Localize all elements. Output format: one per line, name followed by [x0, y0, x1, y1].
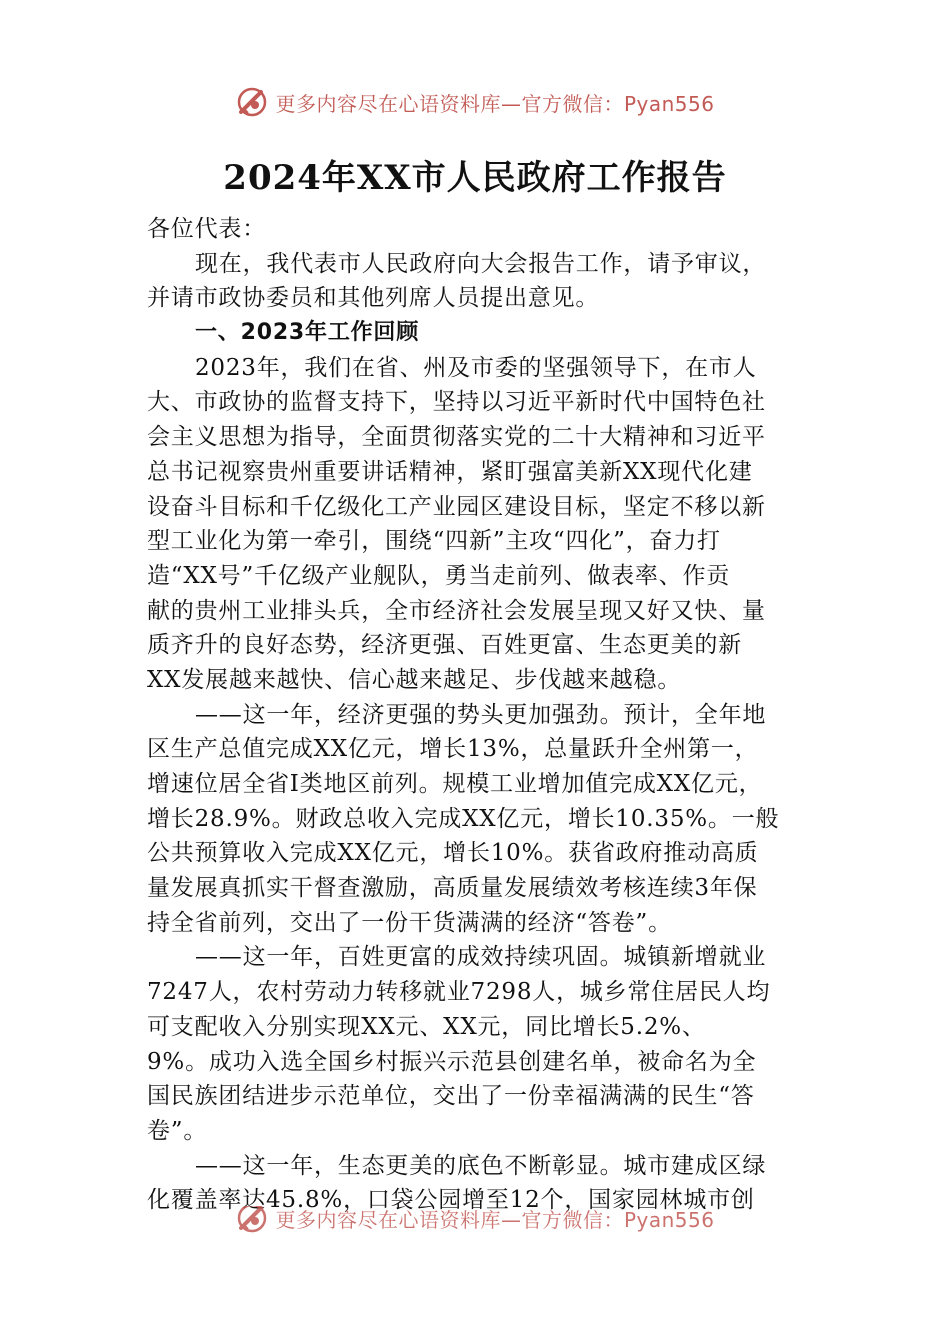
- document-body: [147, 212, 807, 1218]
- paragraph-line: 献的贵州工业排头兵，全市经济社会发展呈现又好又快、量: [147, 597, 766, 624]
- paragraph-line: 现在，我代表市人民政府向大会报告工作，请予审议，: [195, 250, 767, 277]
- paragraph-line: 2023年，我们在省、州及市委的坚强领导下，在市人: [195, 354, 757, 381]
- paragraph-line: 区生产总值完成XX亿元，增长13%，总量跃升全州第一，: [147, 736, 759, 763]
- paragraph-line: 卷”。: [147, 1117, 208, 1144]
- paragraph-line: 7247人，农村劳动力转移就业7298人，城乡常住居民人均: [147, 979, 771, 1006]
- paragraph-line: 量发展真抓实干督查激励，高质量发展绩效考核连续3年保: [147, 875, 758, 902]
- paragraph-line: 大、市政协的监督支持下，坚持以习近平新时代中国特色社: [147, 389, 766, 416]
- watermark-text: 更多内容尽在心语资料库—官方微信：Pyan556: [275, 1207, 715, 1232]
- paragraph-line: ——这一年，经济更强的势头更加强劲。预计，全年地: [195, 701, 767, 728]
- paragraph-line: 并请市政协委员和其他列席人员提出意见。: [147, 285, 600, 312]
- paragraph-line: ——这一年，生态更美的底色不断彰显。城市建成区绿: [195, 1152, 767, 1179]
- paragraph-line: 9%。成功入选全国乡村振兴示范县创建名单，被命名为全: [147, 1048, 757, 1075]
- document-title: 2024年XX市人民政府工作报告: [223, 158, 727, 198]
- paragraph-line: 公共预算收入完成XX亿元，增长10%。获省政府推动高质: [147, 840, 759, 867]
- paragraph-line: 持全省前列，交出了一份干货满满的经济“答卷”。: [147, 909, 672, 936]
- watermark-text: 更多内容尽在心语资料库—官方微信：Pyan556: [275, 91, 715, 116]
- paragraph-line: 化覆盖率达45.8%，口袋公园增至12个，国家园林城市创: [147, 1187, 755, 1214]
- paragraph-line: 国民族团结进步示范单位，交出了一份幸福满满的民生“答: [147, 1083, 755, 1110]
- pen-seal-logo-icon: [235, 85, 269, 119]
- paragraph-line: 可支配收入分别实现XX元、XX元，同比增长5.2%、: [147, 1013, 706, 1040]
- paragraph-line: 会主义思想为指导，全面贯彻落实党的二十大精神和习近平: [147, 424, 766, 451]
- paragraph-line: 型工业化为第一牵引，围绕“四新”主攻“四化”，奋力打: [147, 528, 721, 555]
- watermark-banner-bottom: [0, 1206, 950, 1242]
- paragraph-line: 增长28.9%。财政总收入完成XX亿元，增长10.35%。一般: [147, 805, 780, 832]
- paragraph-line: XX发展越来越快、信心越来越足、步伐越来越稳。: [147, 666, 682, 693]
- paragraph-line: ——这一年，百姓更富的成效持续巩固。城镇新增就业: [195, 944, 767, 971]
- paragraph-line: 增速位居全省I类地区前列。规模工业增加值完成XX亿元，: [147, 771, 763, 797]
- paragraph-line: 质齐升的良好态势，经济更强、百姓更富、生态更美的新: [147, 632, 742, 659]
- paragraph-line: 设奋斗目标和千亿级化工产业园区建设目标，坚定不移以新: [147, 493, 766, 520]
- paragraph-line: 造“XX号”千亿级产业舰队，勇当走前列、做表率、作贡: [147, 562, 731, 589]
- pen-seal-logo-icon: [235, 1206, 269, 1235]
- salutation-line: 各位代表：: [147, 216, 266, 242]
- paragraph-line: 总书记视察贵州重要讲话精神，紧盯强富美新XX现代化建: [147, 458, 753, 485]
- watermark-banner-top: [0, 82, 950, 122]
- section-heading: 一、2023年工作回顾: [195, 320, 420, 346]
